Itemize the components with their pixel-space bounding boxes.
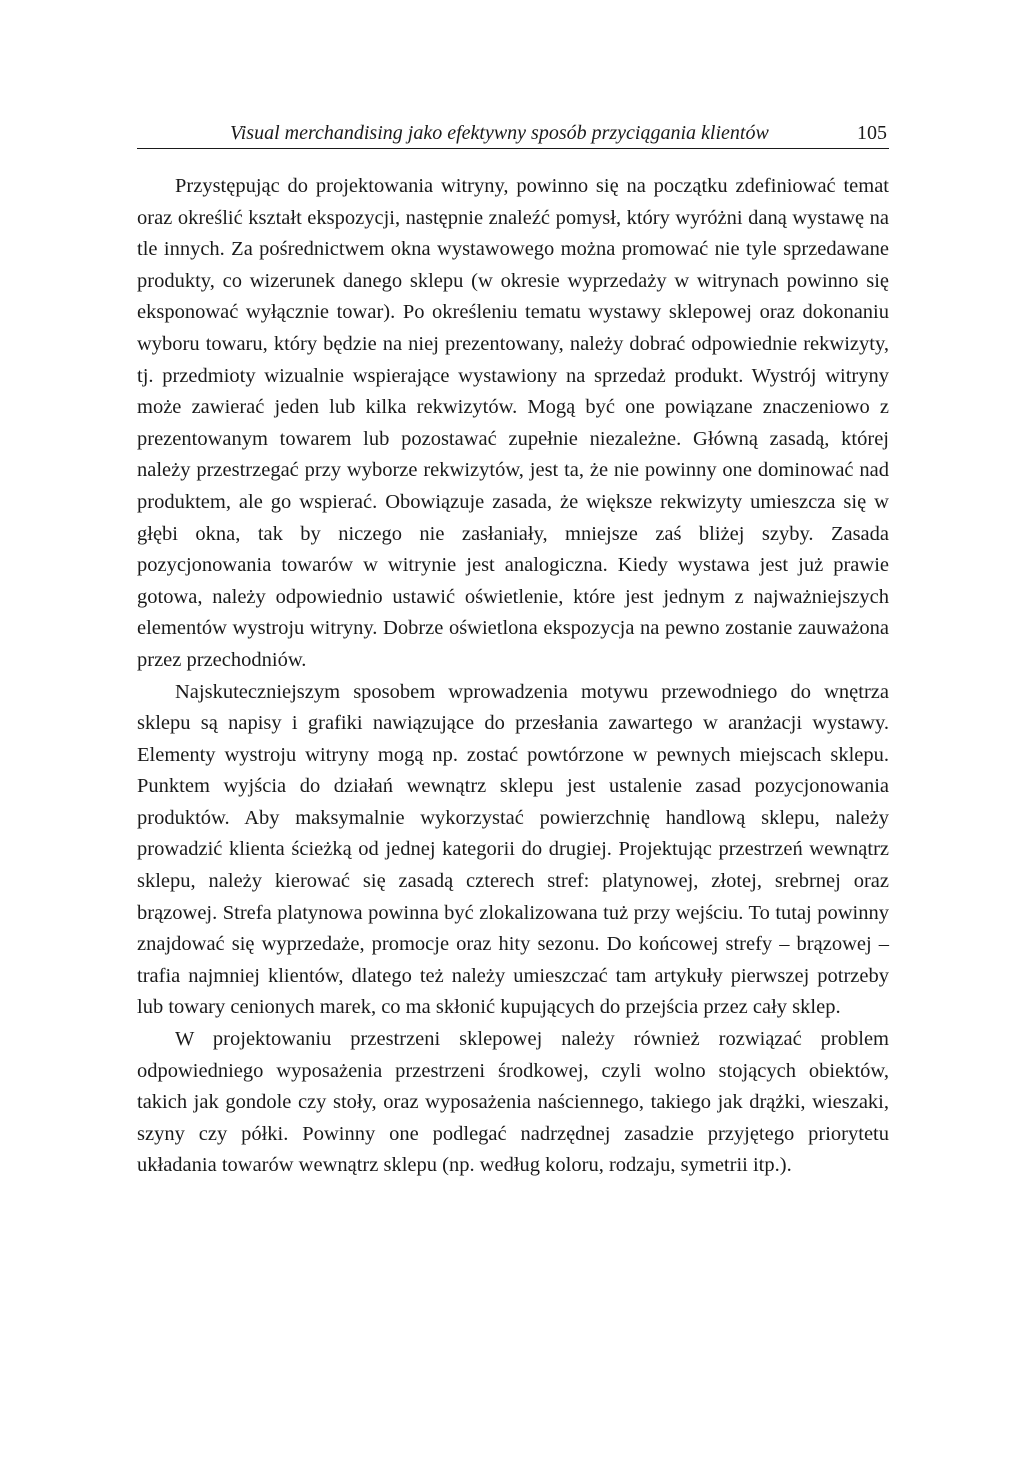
paragraph-store-equipment: W projektowaniu przestrzeni sklepowej należy również rozwiązać problem odpowiedniego wyposażenia przestrzeni środkowej, czyli wolno stojących obiektów, takich jak gondole czy stoły, oraz wyposażenia naściennego, takiego jak drążki, wieszaki, szyny czy półki. Powinny one podlegać nadrzędnej zasadzie przyjętego priorytetu układania towarów wewnątrz sklepu (np. według koloru, rodzaju, symetrii itp.). bbox=[137, 1028, 889, 1177]
paragraph-store-zones: Najskuteczniejszym sposobem wprowadzenia motywu przewodniego do wnętrza sklepu są napisy i grafiki nawiązujące do przesłania zawartego w aranżacji wystawy. Elementy wystroju witryny mogą np. zostać powtórzone w pewnych miejscach sklepu. Punktem wyjścia do działań wewnątrz sklepu jest ustalenie zasad pozycjonowania produktów. Aby maksymalnie wykorzystać powierzchnię handlową sklepu, należy prowadzić klienta ścieżką od jednej kategorii do drugiej. Projektując przestrzeń wewnątrz sklepu, należy kierować się zasadą czterech stref: platynowej, złotej, srebrnej oraz brązowej. Strefa platynowa powinna być zlokalizowana tuż przy wejściu. To tutaj powinny znajdować się wyprzedaże, promocje oraz hity sezonu. Do końcowej strefy – brązowej – trafia najmniej klientów, dlatego też należy umieszczać tam artykuły pierwszej potrzeby lub towary cenionych marek, co ma skłonić kupujących do przejścia przez cały sklep. bbox=[137, 680, 889, 1019]
page-number: 105 bbox=[857, 122, 887, 144]
running-header bbox=[137, 118, 889, 149]
paragraph-window-display: Przystępując do projektowania witryny, powinno się na początku zdefiniować temat oraz określić kształt ekspozycji, następnie znaleźć pomysł, który wyróżni daną wystawę na tle innych. Za pośrednictwem okna wystawowego można promować nie tyle sprzedawane produkty, co wizerunek danego sklepu (w okresie wyprzedaży w witrynach powinno się eksponować wyłącznie towar). Po określeniu tematu wystawy sklepowej oraz dokonaniu wyboru towaru, który będzie na niej prezentowany, należy dobrać odpowiednie rekwizyty, tj. przedmioty wizualnie wspierające wystawiony na sprzedaż produkt. Wystrój witryny może zawierać jeden lub kilka rekwizytów. Mogą być one powiązane znaczeniowo z prezentowanym towarem lub pozostawać zupełnie niezależne. Główną zasadą, której należy przestrzegać przy wyborze rekwizytów, jest ta, że nie powinny one dominować nad produktem, ale go wspierać. Obowiązuje zasada, że większe rekwizyty umieszcza się w głębi okna, tak by niczego nie zasłaniały, mniejsze zaś bliżej szyby. Zasada pozycjonowania towarów w witrynie jest analogiczna. Kiedy wystawa jest już prawie gotowa, należy odpowiednio ustawić oświetlenie, które jest jednym z najważniejszych elementów wystroju witryny. Dobrze oświetlona ekspozycja na pewno zostanie zauważona przez przechodniów. bbox=[137, 175, 889, 671]
body-text bbox=[137, 171, 889, 1182]
running-title: Visual merchandising jako efektywny sposób przyciągania klientów bbox=[230, 122, 769, 144]
book-page bbox=[137, 118, 889, 1182]
